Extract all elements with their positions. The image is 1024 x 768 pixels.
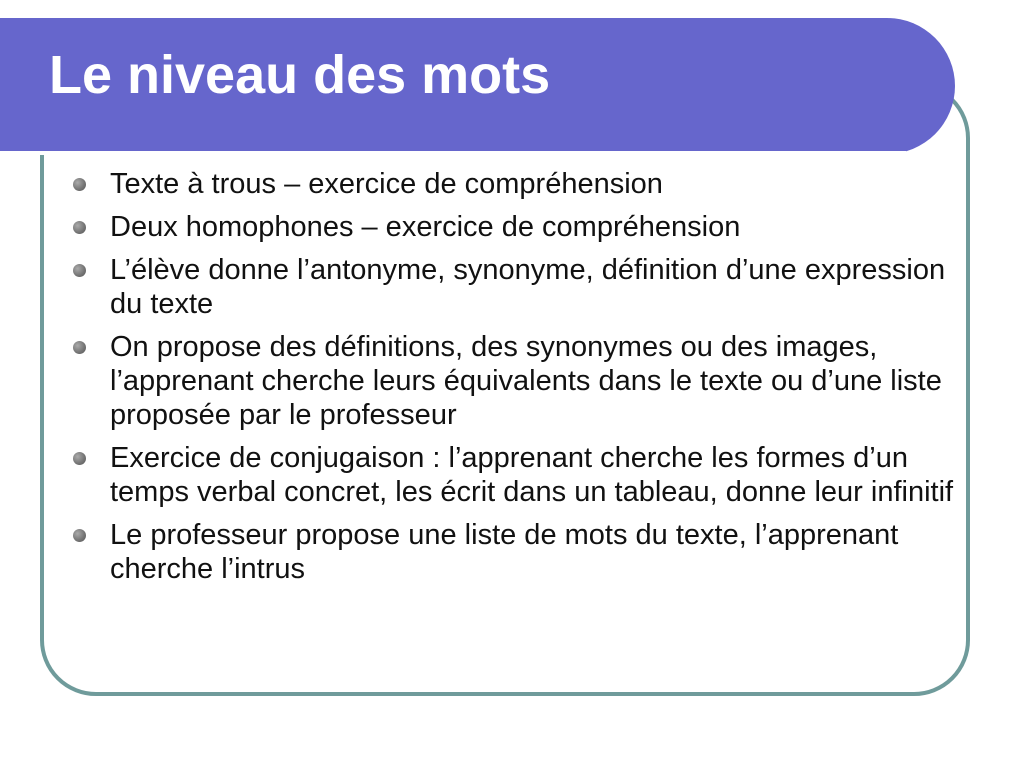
bullet-item [110,330,960,432]
bullet-item [110,253,960,321]
bullet-item [110,441,960,509]
bullet-dot-icon [73,264,86,277]
bullet-text: Texte à trous – exercice de compréhension [110,168,663,200]
bullet-list [110,167,960,595]
bullet-item [110,167,960,201]
bullet-dot-icon [73,341,86,354]
bullet-dot-icon [73,221,86,234]
bullet-text: Deux homophones – exercice de compréhension [110,211,741,243]
bullet-dot-icon [73,178,86,191]
bullet-text: Exercice de conjugaison : l’apprenant cherche les formes d’un temps verbal concret, les écrit dans un tableau, donne leur infinitif [110,442,954,508]
slide-title: Le niveau des mots [49,45,551,105]
bullet-dot-icon [73,452,86,465]
bullet-item [110,518,960,586]
bullet-text: Le professeur propose une liste de mots du texte, l’apprenant cherche l’intrus [110,519,899,585]
bullet-item [110,210,960,244]
bullet-dot-icon [73,529,86,542]
bullet-text: L’élève donne l’antonyme, synonyme, définition d’une expression du texte [110,254,946,320]
bullet-text: On propose des définitions, des synonymes ou des images, l’apprenant cherche leurs équivalents dans le texte ou d’une liste proposée par le professeur [110,331,942,431]
title-underline [0,151,906,155]
